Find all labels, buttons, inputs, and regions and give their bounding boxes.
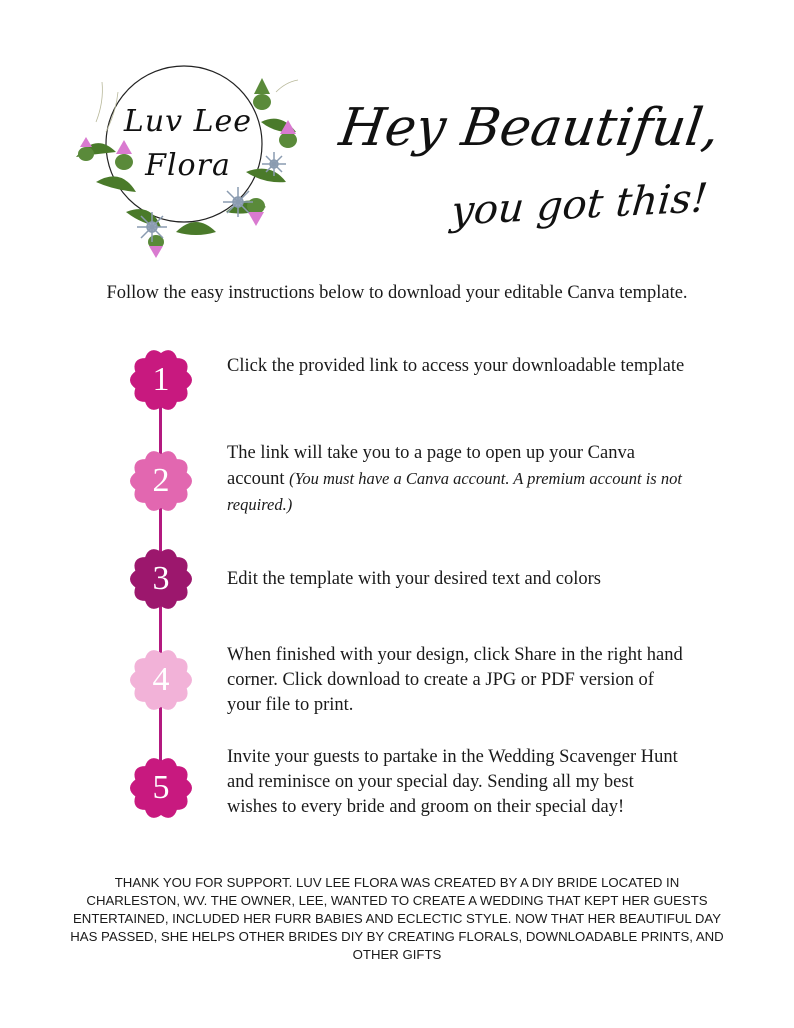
step-1-number: 1 — [152, 361, 170, 398]
step-4-badge — [128, 647, 194, 713]
step-5-text — [227, 745, 687, 820]
headline-line-1: Hey Beautiful, — [335, 98, 724, 158]
step-5-main-text: Invite your guests to partake in the Wedding Scavenger Hunt and reminisce on your special day. Sending all my best wishes to every bride and groom on their special day! — [227, 747, 678, 817]
step-3-badge — [128, 546, 194, 612]
step-1-main-text: Click the provided link to access your downloadable template — [227, 356, 685, 376]
step-2-note: (You must have a Canva account. A premium account is not required.) — [227, 469, 682, 514]
step-1-text — [227, 354, 687, 379]
step-2-text — [227, 441, 687, 518]
footer-about-text: THANK YOU FOR SUPPORT. LUV LEE FLORA WAS CREATED BY A DIY BRIDE LOCATED IN CHARLESTON, WV. THE OWNER, LEE, WANTED TO CREATE A WEDDING THAT KEPT HER GUESTS ENTERTAINED, INCLUDED HER FURR BABIES AND ECLECTIC STYLE. NOW THAT HER BEAUTIFUL DAY HAS PASSED, SHE HELPS OTHER BRIDES DIY BY CREATING FLORALS, DOWNLOADABLE PRINTS, AND OTHER GIFTS — [70, 875, 724, 962]
step-4-number: 4 — [152, 661, 170, 698]
intro-text: Follow the easy instructions below to download your editable Canva template. — [106, 283, 688, 303]
step-5-number: 5 — [152, 769, 170, 806]
step-4-text — [227, 643, 687, 718]
headline — [330, 70, 730, 260]
step-2-badge — [128, 448, 194, 514]
step-5-badge — [128, 755, 194, 821]
step-4-main-text: When finished with your design, click Share in the right hand corner. Click download to create a JPG or PDF version of your file to print. — [227, 645, 683, 715]
logo-text-line-1: Luv Lee — [123, 104, 253, 139]
logo-text-line-2: Flora — [145, 148, 231, 183]
logo — [66, 62, 310, 262]
step-3-main-text: Edit the template with your desired text and colors — [227, 569, 602, 589]
headline-line-2: you got this! — [449, 175, 710, 235]
step-2-main-text: The link will take you to a page to open up your Canva account — [227, 443, 635, 489]
step-2-number: 2 — [152, 462, 170, 499]
step-3-number: 3 — [152, 560, 170, 597]
step-1-badge — [128, 347, 194, 413]
step-3-text — [227, 567, 687, 592]
